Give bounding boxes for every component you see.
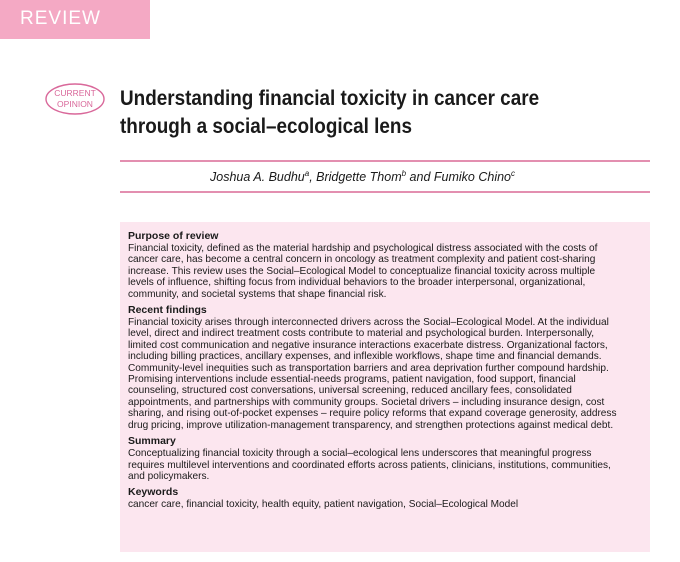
authors-divider — [120, 191, 650, 193]
author-affiliation: c — [511, 168, 516, 178]
logo-line2: OPINION — [57, 99, 93, 109]
text-line: including billing practices, ancillary expenses, and inflexible workflows, shape time and financial demands. — [128, 351, 602, 363]
section-body — [128, 243, 642, 300]
section-body — [128, 317, 642, 431]
text-line: and policymakers. — [128, 470, 210, 482]
text-line: level, direct and indirect treatment costs contribute to material and psychological burden. Interpersonally, — [128, 328, 595, 340]
title-line: Understanding financial toxicity in cancer care — [120, 87, 540, 110]
text-line: sharing, and rising out-of-pocket expenses – require policy reforms that expand coverage generosity, address — [128, 408, 617, 420]
review-label: REVIEW — [0, 0, 150, 39]
section-heading: Summary — [128, 435, 176, 448]
section-body — [128, 448, 642, 482]
section-heading: Purpose of review — [128, 230, 219, 242]
author-separator: and — [406, 170, 434, 184]
section-heading: Keywords — [128, 486, 179, 499]
findings-section — [128, 304, 642, 431]
text-line: cancer care, has become a central concern in oncology as treatment complexity and patient cost-sharing — [128, 254, 596, 266]
text-line: Financial toxicity arises through interconnected drivers across the Social–Ecological Model. At the individual — [128, 317, 609, 329]
text-line: Conceptualizing financial toxicity through a social–ecological lens underscores that meaningful progress — [128, 448, 592, 460]
section-body — [128, 499, 642, 510]
text-line: Promising interventions include essential-needs programs, patient navigation, food support, financial — [128, 374, 576, 386]
text-line: increase. This review uses the Social–Ecological Model to conceptualize financial toxicity across multiple — [128, 265, 596, 277]
summary-section — [128, 435, 642, 482]
author-name: Joshua A. Budhu — [210, 170, 305, 184]
purpose-section — [128, 230, 642, 300]
logo-line1: CURRENT — [54, 88, 96, 98]
current-opinion-logo — [44, 82, 106, 116]
keywords-line: cancer care, financial toxicity, health equity, patient navigation, Social–Ecological Model — [128, 499, 519, 511]
text-line: requires multilevel interventions and coordinated efforts across patients, clinicians, institutions, communities, — [128, 459, 611, 471]
author-list — [210, 170, 515, 184]
author-name: Fumiko Chino — [433, 170, 512, 184]
text-line: Community-level inequities such as transportation barriers and area deprivation further compound hardship. — [128, 362, 609, 374]
author-name: Bridgette Thom — [316, 170, 402, 184]
text-line: limited cost communication and negative insurance interactions exacerbate distress. Organizational factors, — [128, 339, 608, 351]
text-line: counseling, structured cost conversations, universal screening, reduced ancillary fees, consolidated — [128, 385, 572, 397]
text-line: appointments, and partnerships with community groups. Societal drivers – including insurance design, cost — [128, 396, 605, 408]
section-heading: Recent findings — [128, 304, 207, 317]
article-title — [120, 85, 606, 141]
keywords-section — [128, 486, 642, 510]
text-line: Financial toxicity, defined as the material hardship and psychological distress associated with the costs of — [128, 243, 598, 254]
text-line: levels of influence, shifting focus from individual behaviors to the broader interpersonal, organizational, — [128, 277, 586, 289]
abstract-box — [120, 222, 650, 552]
author-affiliation: b — [401, 168, 407, 178]
title-line: through a social–ecological lens — [120, 115, 412, 138]
author-separator: , — [309, 170, 317, 184]
text-line: community, and societal systems that shape financial risk. — [128, 288, 387, 300]
author-affiliation: a — [304, 168, 310, 178]
text-line: drug pricing, improve utilization-management transparency, and strengthen protections against medical debt. — [128, 419, 614, 431]
title-divider — [120, 160, 650, 162]
